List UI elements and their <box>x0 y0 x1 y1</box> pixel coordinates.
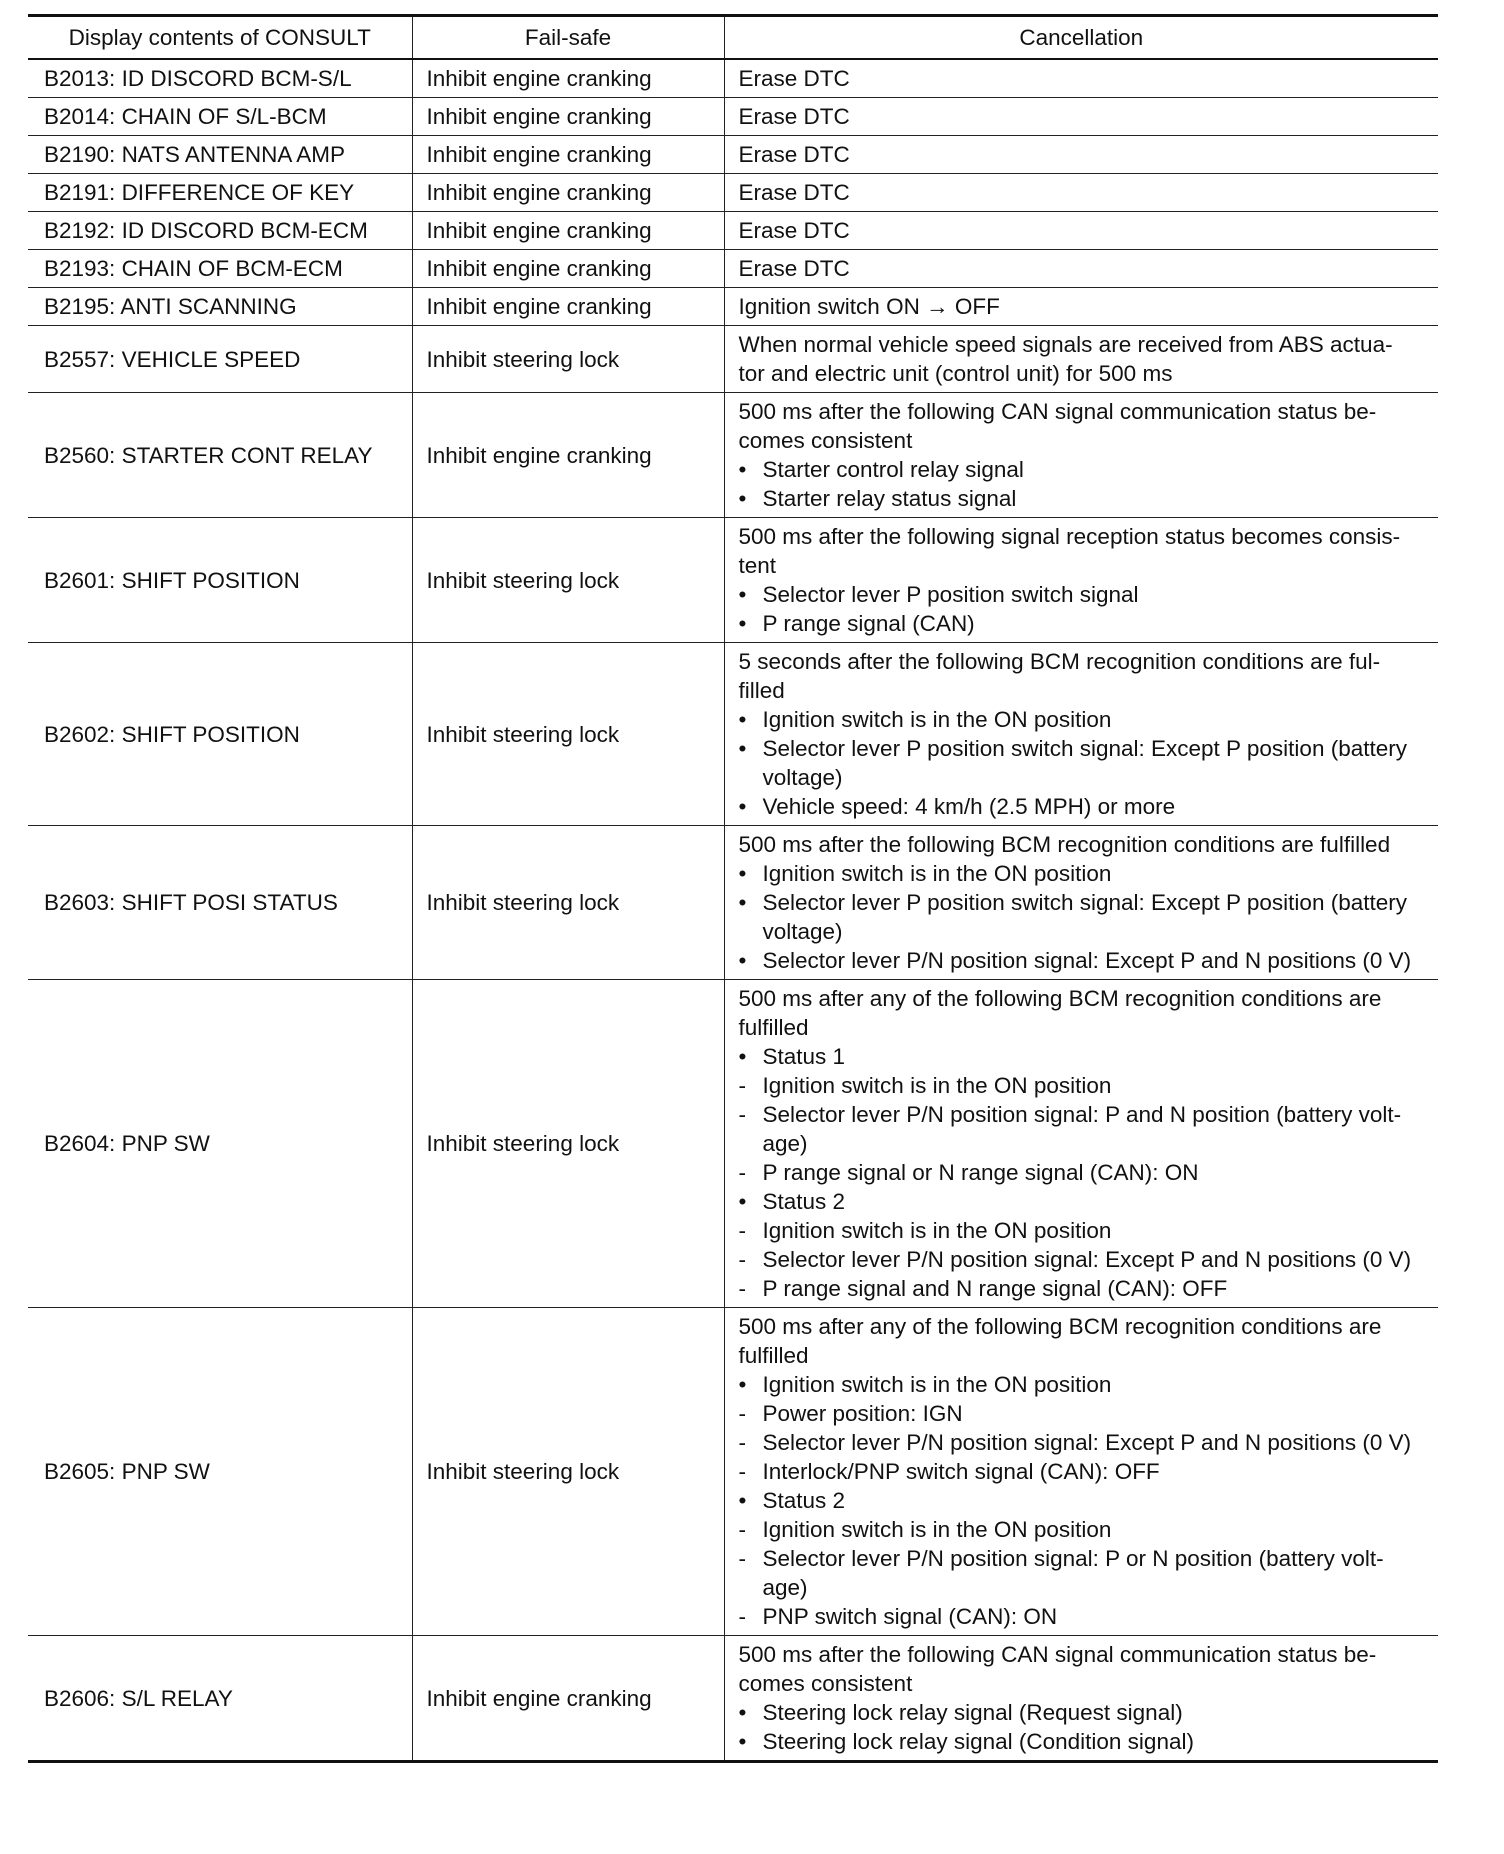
condition-marker: - <box>738 1401 746 1426</box>
condition-item <box>739 580 1425 609</box>
condition-item <box>739 1602 1425 1631</box>
cancellation-cell <box>724 1636 1438 1762</box>
condition-text: Power position: IGN <box>762 1401 963 1426</box>
condition-marker: • <box>738 1189 747 1214</box>
condition-marker: • <box>738 1372 747 1397</box>
condition-marker: - <box>738 1517 746 1542</box>
condition-marker: - <box>738 1247 746 1272</box>
dtc-code-cell: B2191: DIFFERENCE OF KEY <box>28 174 412 212</box>
condition-item <box>739 1216 1425 1245</box>
cancellation-text: Erase DTC <box>738 66 850 91</box>
condition-marker: • <box>738 794 747 819</box>
condition-marker: • <box>738 457 747 482</box>
condition-text: Starter relay status signal <box>762 486 1017 511</box>
cancellation-text: tent <box>738 553 777 578</box>
cancellation-text: When normal vehicle speed signals are received from ABS actua- <box>738 332 1393 357</box>
dtc-code-cell: B2602: SHIFT POSITION <box>28 643 412 826</box>
cancellation-cell <box>724 59 1438 98</box>
fail-safe-cell: Inhibit steering lock <box>412 518 724 643</box>
table-row <box>28 136 1438 174</box>
condition-marker: - <box>738 1218 746 1243</box>
condition-text: Vehicle speed: 4 km/h (2.5 MPH) or more <box>762 794 1176 819</box>
fail-safe-cell: Inhibit engine cranking <box>412 98 724 136</box>
table-row <box>28 980 1438 1308</box>
cancellation-text: 5 seconds after the following BCM recognition conditions are ful- <box>738 649 1381 674</box>
condition-text: PNP switch signal (CAN): ON <box>762 1604 1058 1629</box>
cancellation-text: fulfilled <box>738 1015 809 1040</box>
cancellation-text: 500 ms after the following CAN signal communication status be- <box>738 399 1377 424</box>
fail-safe-cell: Inhibit engine cranking <box>412 174 724 212</box>
dtc-code-cell: B2193: CHAIN OF BCM-ECM <box>28 250 412 288</box>
dtc-code-cell: B2013: ID DISCORD BCM-S/L <box>28 59 412 98</box>
table-row <box>28 250 1438 288</box>
condition-item <box>739 859 1425 888</box>
condition-text: Selector lever P position switch signal: Except P position (battery voltage) <box>762 736 1407 790</box>
condition-marker: • <box>738 890 747 915</box>
condition-marker: • <box>738 1044 747 1069</box>
condition-item <box>739 1515 1425 1544</box>
table-body <box>28 59 1438 1762</box>
condition-item <box>739 1486 1425 1515</box>
cancellation-text: tor and electric unit (control unit) for 500 ms <box>738 361 1173 386</box>
cancellation-cell <box>724 980 1438 1308</box>
cancellation-cell <box>724 98 1438 136</box>
dtc-code-cell: B2601: SHIFT POSITION <box>28 518 412 643</box>
condition-marker: - <box>738 1102 746 1127</box>
cancellation-text: comes consistent <box>738 428 913 453</box>
condition-item <box>739 609 1425 638</box>
condition-item <box>739 484 1425 513</box>
condition-item <box>739 1245 1425 1274</box>
condition-text: Steering lock relay signal (Request signal) <box>762 1700 1183 1725</box>
cancellation-text: 500 ms after the following signal reception status becomes consis- <box>738 524 1401 549</box>
cancellation-text: 500 ms after any of the following BCM recognition conditions are <box>738 1314 1382 1339</box>
condition-marker: • <box>738 707 747 732</box>
dtc-code-cell: B2190: NATS ANTENNA AMP <box>28 136 412 174</box>
condition-item <box>739 1399 1425 1428</box>
fail-safe-cell: Inhibit steering lock <box>412 1308 724 1636</box>
condition-item <box>739 946 1425 975</box>
fail-safe-cell: Inhibit steering lock <box>412 326 724 393</box>
condition-text: Selector lever P/N position signal: P or N position (battery volt-age) <box>762 1546 1384 1600</box>
condition-marker: - <box>738 1459 746 1484</box>
condition-item <box>739 1158 1425 1187</box>
cancellation-text: filled <box>738 678 785 703</box>
table-row <box>28 59 1438 98</box>
header-display-contents: Display contents of CONSULT <box>28 16 412 60</box>
table-row <box>28 212 1438 250</box>
dtc-code-cell: B2560: STARTER CONT RELAY <box>28 393 412 518</box>
condition-text: Ignition switch is in the ON position <box>762 1073 1112 1098</box>
condition-marker: • <box>738 486 747 511</box>
condition-marker: • <box>738 948 747 973</box>
condition-text: Ignition switch is in the ON position <box>762 1372 1112 1397</box>
cancellation-cell <box>724 136 1438 174</box>
cancellation-text: Erase DTC <box>738 256 850 281</box>
cancellation-cell <box>724 212 1438 250</box>
table-header-row <box>28 16 1438 60</box>
condition-item <box>739 1042 1425 1071</box>
condition-marker: - <box>738 1160 746 1185</box>
cancellation-cell <box>724 393 1438 518</box>
condition-text: Status 2 <box>762 1189 846 1214</box>
fail-safe-cell: Inhibit steering lock <box>412 826 724 980</box>
condition-text: Ignition switch is in the ON position <box>762 1517 1112 1542</box>
cancellation-cell <box>724 288 1438 326</box>
condition-marker: • <box>738 1700 747 1725</box>
condition-text: Ignition switch is in the ON position <box>762 1218 1112 1243</box>
fail-safe-cell: Inhibit engine cranking <box>412 1636 724 1762</box>
fail-safe-cell: Inhibit steering lock <box>412 980 724 1308</box>
fail-safe-cell: Inhibit engine cranking <box>412 250 724 288</box>
condition-text: Ignition switch is in the ON position <box>762 707 1112 732</box>
dtc-code-cell: B2605: PNP SW <box>28 1308 412 1636</box>
table-row <box>28 174 1438 212</box>
header-cancellation: Cancellation <box>724 16 1438 60</box>
cancellation-text: Erase DTC <box>738 142 850 167</box>
condition-text: Starter control relay signal <box>762 457 1024 482</box>
fail-safe-cell: Inhibit engine cranking <box>412 288 724 326</box>
table-row <box>28 1308 1438 1636</box>
condition-text: Selector lever P/N position signal: Except P and N positions (0 V) <box>762 1430 1412 1455</box>
dtc-code-cell: B2195: ANTI SCANNING <box>28 288 412 326</box>
table-row <box>28 826 1438 980</box>
condition-marker: • <box>738 1729 747 1754</box>
condition-item <box>739 1698 1425 1727</box>
condition-marker: • <box>738 611 747 636</box>
condition-marker: - <box>738 1276 746 1301</box>
condition-item <box>739 1428 1425 1457</box>
condition-text: Selector lever P/N position signal: P and N position (battery volt-age) <box>762 1102 1402 1156</box>
cancellation-cell <box>724 518 1438 643</box>
condition-marker: - <box>738 1546 746 1571</box>
condition-item <box>739 1370 1425 1399</box>
condition-marker: • <box>738 1488 747 1513</box>
condition-text: Interlock/PNP switch signal (CAN): OFF <box>762 1459 1160 1484</box>
condition-item <box>739 1727 1425 1756</box>
cancellation-cell <box>724 250 1438 288</box>
table-row <box>28 518 1438 643</box>
cancellation-text: 500 ms after any of the following BCM recognition conditions are <box>738 986 1382 1011</box>
condition-item <box>739 1071 1425 1100</box>
fail-safe-cell: Inhibit engine cranking <box>412 59 724 98</box>
condition-item <box>739 1100 1425 1158</box>
cancellation-cell <box>724 1308 1438 1636</box>
cancellation-cell <box>724 643 1438 826</box>
condition-item <box>739 1544 1425 1602</box>
condition-item <box>739 734 1425 792</box>
condition-text: P range signal or N range signal (CAN): ON <box>762 1160 1199 1185</box>
table-row <box>28 288 1438 326</box>
cancellation-text: Erase DTC <box>738 180 850 205</box>
condition-marker: • <box>738 861 747 886</box>
dtc-code-cell: B2014: CHAIN OF S/L-BCM <box>28 98 412 136</box>
cancellation-text: 500 ms after the following CAN signal communication status be- <box>738 1642 1377 1667</box>
cancellation-text: Erase DTC <box>738 218 850 243</box>
dtc-code-cell: B2192: ID DISCORD BCM-ECM <box>28 212 412 250</box>
condition-item <box>739 1457 1425 1486</box>
table-row <box>28 1636 1438 1762</box>
condition-text: Ignition switch is in the ON position <box>762 861 1112 886</box>
condition-text: Selector lever P position switch signal: Except P position (battery voltage) <box>762 890 1407 944</box>
table-row <box>28 393 1438 518</box>
condition-item <box>739 1187 1425 1216</box>
condition-text: Steering lock relay signal (Condition signal) <box>762 1729 1194 1754</box>
condition-marker: - <box>738 1604 746 1629</box>
cancellation-text: fulfilled <box>738 1343 809 1368</box>
fail-safe-table <box>28 14 1438 1763</box>
fail-safe-cell: Inhibit engine cranking <box>412 393 724 518</box>
condition-text: Selector lever P/N position signal: Except P and N positions (0 V) <box>762 948 1412 973</box>
cancellation-cell <box>724 326 1438 393</box>
fail-safe-cell: Inhibit steering lock <box>412 643 724 826</box>
cancellation-text: Erase DTC <box>738 104 850 129</box>
condition-text: Status 1 <box>762 1044 846 1069</box>
fail-safe-cell: Inhibit engine cranking <box>412 136 724 174</box>
table-row <box>28 98 1438 136</box>
dtc-code-cell: B2603: SHIFT POSI STATUS <box>28 826 412 980</box>
condition-item <box>739 792 1425 821</box>
condition-text: Selector lever P position switch signal <box>762 582 1139 607</box>
condition-item <box>739 455 1425 484</box>
condition-text: Selector lever P/N position signal: Except P and N positions (0 V) <box>762 1247 1412 1272</box>
condition-marker: • <box>738 582 747 607</box>
table-row <box>28 643 1438 826</box>
condition-item <box>739 1274 1425 1303</box>
condition-text: P range signal and N range signal (CAN): OFF <box>762 1276 1228 1301</box>
dtc-code-cell: B2557: VEHICLE SPEED <box>28 326 412 393</box>
header-fail-safe: Fail-safe <box>412 16 724 60</box>
dtc-code-cell: B2604: PNP SW <box>28 980 412 1308</box>
fail-safe-cell: Inhibit engine cranking <box>412 212 724 250</box>
condition-marker: - <box>738 1430 746 1455</box>
condition-text: Status 2 <box>762 1488 846 1513</box>
condition-item <box>739 705 1425 734</box>
cancellation-text: Ignition switch ON → OFF <box>738 294 1000 319</box>
dtc-code-cell: B2606: S/L RELAY <box>28 1636 412 1762</box>
table-row <box>28 326 1438 393</box>
condition-item <box>739 888 1425 946</box>
condition-marker: • <box>738 736 747 761</box>
condition-marker: - <box>738 1073 746 1098</box>
cancellation-text: 500 ms after the following BCM recognition conditions are fulfilled <box>738 832 1391 857</box>
cancellation-text: comes consistent <box>738 1671 913 1696</box>
condition-text: P range signal (CAN) <box>762 611 975 636</box>
cancellation-cell <box>724 174 1438 212</box>
cancellation-cell <box>724 826 1438 980</box>
